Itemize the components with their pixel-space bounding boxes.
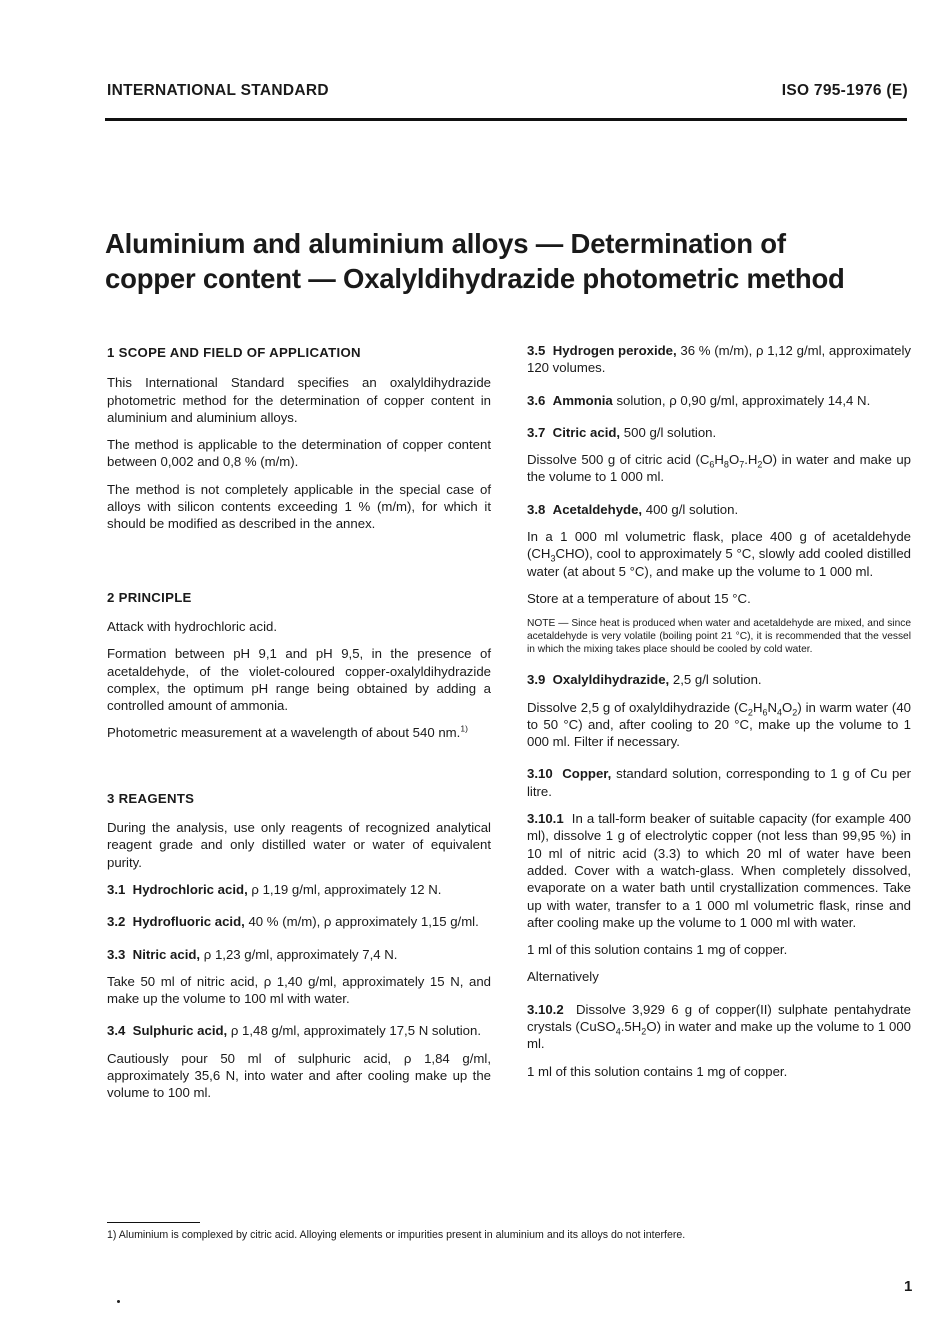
reagent-3-5-num: 3.5 bbox=[527, 343, 546, 358]
r39-c: H bbox=[752, 699, 763, 715]
scan-speck bbox=[117, 1300, 120, 1303]
r3102-c: .5H bbox=[620, 1019, 642, 1035]
reagent-3-7-prep bbox=[527, 451, 911, 486]
reagent-3-6-name: Ammonia bbox=[552, 392, 613, 408]
r37-d: 8 bbox=[723, 459, 729, 470]
left-column bbox=[107, 344, 491, 1102]
reagent-3-1-text: ρ 1,19 g/ml, approximately 12 N. bbox=[251, 881, 442, 897]
reagent-3-4-prep: Cautiously pour 50 ml of sulphuric acid, ρ 1,84 g/ml, approximately 35,6 N, into water and after cooling make up the volume to 100 ml. bbox=[107, 1050, 491, 1101]
reagent-3-10-2-concentration: 1 ml of this solution contains 1 mg of copper. bbox=[527, 1063, 788, 1079]
reagent-3-9-text: 2,5 g/l solution. bbox=[672, 672, 762, 688]
r37-a: Dissolve 500 g of citric acid (C bbox=[527, 452, 710, 468]
s2-paragraph-1: Attack with hydrochloric acid. bbox=[107, 618, 278, 634]
reagent-3-6-text: solution, ρ 0,90 g/ml, approximately 14,4 N. bbox=[616, 392, 871, 408]
reagent-3-7-num: 3.7 bbox=[527, 424, 546, 440]
reagent-3-7-text: 500 g/l solution. bbox=[623, 424, 717, 440]
page-title bbox=[105, 226, 915, 296]
section-2-heading: 2 PRINCIPLE bbox=[107, 589, 192, 605]
reagent-3-10-1-text: In a tall-form beaker of suitable capacity (for example 400 ml), dissolve 1 g of electrolytic copper (not less than 99,95 %) in 10 ml of nitric acid (3.3) to which 20 ml of water have been added. Cover with a watch-glass. When completely dissolved, evaporate on a water bath until crystallization commences. Take up with water, transfer to a 1 000 ml volumetric flask, rinse and after cooling make up the volume to 1 000 ml with water. bbox=[527, 811, 911, 930]
reagent-3-4 bbox=[107, 1022, 491, 1039]
reagent-3-1-num: 3.1 bbox=[107, 881, 126, 897]
r37-g: .H bbox=[744, 452, 758, 468]
reagent-3-9-prep bbox=[527, 699, 911, 751]
reagent-3-10 bbox=[527, 765, 911, 800]
reagent-3-10-2-num: 3.10.2 bbox=[527, 1001, 564, 1017]
section-1-heading: 1 SCOPE AND FIELD OF APPLICATION bbox=[107, 345, 361, 360]
title-line-2: copper content — Oxalyldihydrazide photometric method bbox=[105, 263, 845, 294]
reagent-3-8-prep bbox=[527, 528, 911, 580]
reagent-3-10-num: 3.10 bbox=[527, 766, 553, 782]
r3102-d: 2 bbox=[641, 1026, 647, 1037]
r39-d: 6 bbox=[762, 707, 768, 718]
reagent-3-2 bbox=[107, 913, 491, 930]
reagent-3-9 bbox=[527, 671, 911, 688]
header-rule bbox=[105, 118, 907, 121]
reagent-3-4-num: 3.4 bbox=[107, 1023, 126, 1039]
reagent-3-10-1 bbox=[527, 810, 911, 931]
reagent-3-2-num: 3.2 bbox=[107, 914, 126, 930]
reagent-3-10-1-num: 3.10.1 bbox=[527, 811, 564, 827]
r37-f: 7 bbox=[739, 459, 745, 470]
reagent-3-6 bbox=[527, 392, 911, 409]
r39-g: O bbox=[782, 699, 793, 715]
s1-paragraph-3: The method is not completely applicable in the special case of alloys with silicon contents exceeding 1 % (m/m), for which it should be modified as described in the annex. bbox=[107, 481, 491, 532]
r37-e: O bbox=[728, 452, 740, 468]
s2-paragraph-2: Formation between pH 9,1 and pH 9,5, in the presence of acetaldehyde, of the violet-coloured copper-oxalyldihydrazide complex, the optimum pH range being obtained by adding a controlled amount of ammonia. bbox=[107, 646, 491, 714]
r3102-b: 4 bbox=[615, 1026, 621, 1037]
r39-f: 4 bbox=[777, 707, 783, 718]
header-document-id: ISO 795-1976 (E) bbox=[781, 82, 908, 99]
footnote-rule bbox=[107, 1222, 200, 1223]
alternatively-label: Alternatively bbox=[527, 969, 599, 985]
section-3-heading: 3 REAGENTS bbox=[107, 790, 195, 806]
reagent-3-8-text: 400 g/l solution. bbox=[645, 501, 739, 517]
reagent-3-1-name: Hydrochloric acid, bbox=[132, 881, 248, 897]
reagent-3-5 bbox=[527, 342, 911, 377]
r39-h: 2 bbox=[792, 707, 798, 718]
reagent-3-2-text: 40 % (m/m), ρ approximately 1,15 g/ml. bbox=[248, 914, 479, 930]
right-column bbox=[527, 342, 911, 1080]
reagent-3-7-name: Citric acid, bbox=[552, 424, 621, 440]
r38-c: CHO), cool to approximately 5 °C, slowly add cooled distilled water (at about 5 °C), and make up the volume to 1 000 ml. bbox=[527, 546, 911, 579]
reagent-3-6-num: 3.6 bbox=[527, 392, 546, 408]
reagent-3-7 bbox=[527, 424, 911, 441]
footnote: 1) Aluminium is complexed by citric acid. Alloying elements or impurities present in aluminium and its alloys do not interfere. bbox=[107, 1229, 686, 1241]
reagent-3-8-num: 3.8 bbox=[527, 501, 546, 517]
reagent-3-4-name: Sulphuric acid, bbox=[132, 1023, 228, 1039]
reagent-3-3-text: ρ 1,23 g/ml, approximately 7,4 N. bbox=[203, 946, 398, 962]
header-standard-label: INTERNATIONAL STANDARD bbox=[107, 82, 329, 99]
reagent-3-9-num: 3.9 bbox=[527, 672, 546, 688]
reagent-3-3-num: 3.3 bbox=[107, 946, 126, 962]
s2-p3-text: Photometric measurement at a wavelength of about 540 nm. bbox=[107, 725, 461, 741]
s1-paragraph-1: This International Standard specifies an oxalyldihydrazide photometric method for the determination of copper content in aluminium and aluminium alloys. bbox=[107, 375, 491, 425]
r3102-e: O) in water and make up the volume to 1 000 ml. bbox=[527, 1019, 911, 1052]
reagent-3-2-name: Hydrofluoric acid, bbox=[132, 914, 245, 930]
r38-a: In a 1 000 ml volumetric flask, place 400 g of acetaldehyde (CH bbox=[527, 529, 911, 562]
reagent-3-3-prep: Take 50 ml of nitric acid, ρ 1,40 g/ml, approximately 15 N, and make up the volume to 100 ml with water. bbox=[107, 973, 491, 1007]
title-line-1: Aluminium and aluminium alloys — Determination of bbox=[105, 228, 786, 259]
reagent-3-8 bbox=[527, 501, 911, 518]
reagent-3-10-name: Copper, bbox=[562, 766, 612, 782]
page-number: 1 bbox=[904, 1278, 913, 1295]
r37-i: O) in water and make up the volume to 1 000 ml. bbox=[527, 452, 911, 485]
r39-i: ) in warm water (40 to 50 °C) and, after cooling to 20 °C, make up the volume to 1 000 ml. Filter if necessary. bbox=[527, 699, 911, 750]
reagent-3-1 bbox=[107, 881, 491, 898]
r37-h: 2 bbox=[757, 459, 763, 470]
r39-a: Dissolve 2,5 g of oxalyldihydrazide (C bbox=[527, 699, 748, 715]
reagent-3-9-name: Oxalyldihydrazide, bbox=[552, 672, 670, 688]
s3-paragraph-1: During the analysis, use only reagents of recognized analytical reagent grade and only distilled water or water of equivalent purity. bbox=[107, 820, 491, 870]
reagent-3-8-storage: Store at a temperature of about 15 °C. bbox=[527, 590, 751, 606]
s1-paragraph-2: The method is applicable to the determination of copper content between 0,002 and 0,8 % (m/m). bbox=[107, 437, 491, 470]
r37-b: 6 bbox=[709, 459, 715, 470]
r39-e: N bbox=[767, 699, 778, 715]
reagent-3-10-text: standard solution, corresponding to 1 g of Cu per litre. bbox=[527, 766, 912, 799]
footnote-ref: 1) bbox=[460, 724, 468, 735]
r3102-a: Dissolve 3,929 6 g of copper(II) sulphate pentahydrate crystals (CuSO bbox=[527, 1001, 911, 1035]
r39-b: 2 bbox=[747, 707, 753, 718]
reagent-3-5-text: 36 % (m/m), ρ 1,12 g/ml, approximately 120 volumes. bbox=[527, 343, 911, 376]
r37-c: H bbox=[714, 452, 724, 468]
reagent-3-8-name: Acetaldehyde, bbox=[552, 501, 643, 517]
s2-paragraph-3 bbox=[107, 724, 491, 741]
reagent-3-8-note: NOTE — Since heat is produced when water and acetaldehyde are mixed, and since acetaldehyde is very volatile (boiling point 21 °C), it is recommended that the vessel in which the mixing takes place should be cooled by cold water. bbox=[527, 618, 911, 656]
reagent-3-5-name: Hydrogen peroxide, bbox=[552, 343, 677, 358]
reagent-3-3-name: Nitric acid, bbox=[132, 946, 201, 962]
reagent-3-10-1-concentration: 1 ml of this solution contains 1 mg of copper. bbox=[527, 942, 788, 958]
reagent-3-3 bbox=[107, 946, 491, 963]
r38-b: 3 bbox=[550, 554, 556, 565]
reagent-3-10-2 bbox=[527, 1001, 911, 1053]
reagent-3-4-text: ρ 1,48 g/ml, approximately 17,5 N solution. bbox=[230, 1023, 482, 1039]
